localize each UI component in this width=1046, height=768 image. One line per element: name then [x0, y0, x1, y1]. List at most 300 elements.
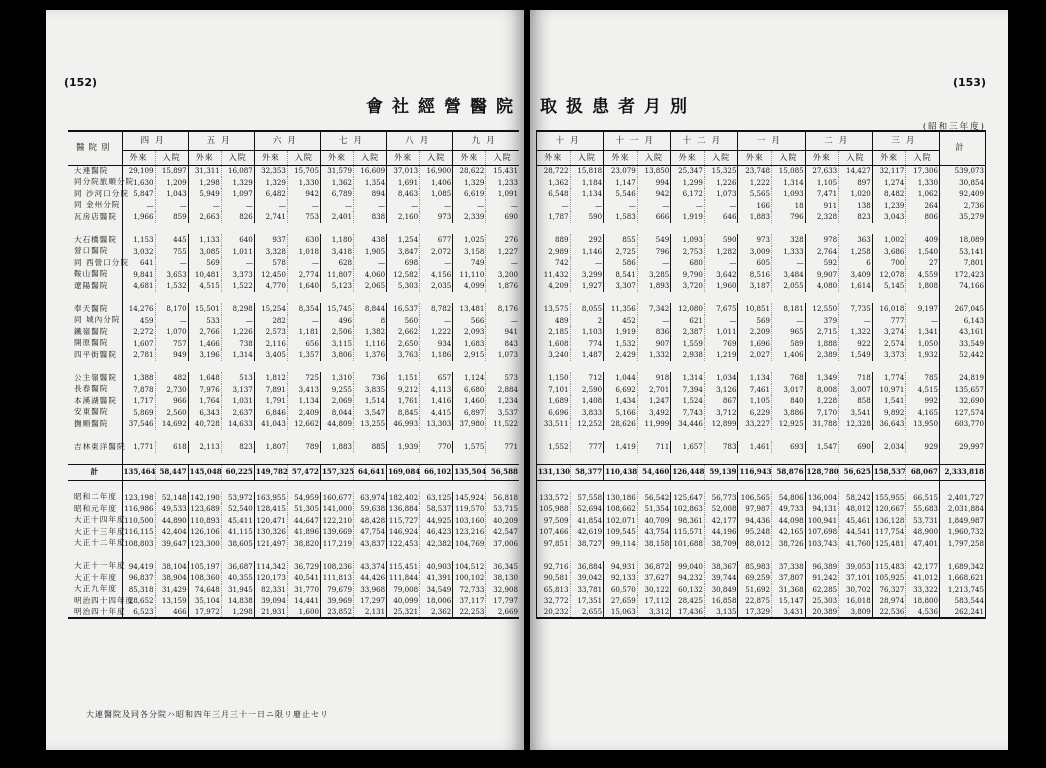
outpatient-value: 6,482	[254, 188, 287, 200]
outpatient-value: 110,438	[604, 464, 638, 480]
spacer-cell	[68, 430, 122, 442]
inpatient-value: 2,637	[221, 407, 254, 419]
inpatient-value: 1,333	[772, 246, 806, 258]
outpatient-value: 108,662	[604, 503, 638, 515]
inpatient-value: —	[637, 200, 671, 212]
outpatient-value: 155,955	[872, 492, 906, 504]
table-row	[68, 257, 519, 269]
outpatient-value: 1,888	[805, 338, 839, 350]
outpatient-value: 4,681	[122, 280, 155, 292]
outpatient-value: 136,884	[387, 503, 420, 515]
hospital-name: 奉天醫院	[68, 303, 122, 315]
inpatient-value: 56,542	[637, 492, 671, 504]
inpatient-value: 8,176	[486, 303, 519, 315]
inpatient-value: —	[772, 315, 806, 327]
inpatient-value: —	[704, 315, 738, 327]
outpatient-value: 1,254	[387, 234, 420, 246]
inpatient-value: 656	[287, 338, 320, 350]
outpatient-value: 160,677	[320, 492, 353, 504]
outpatient-value: 97,509	[537, 515, 571, 527]
month-header: 十一月	[604, 131, 671, 150]
inpatient-subheader: 入院	[772, 150, 806, 165]
inpatient-value: 769	[704, 338, 738, 350]
hospital-name: 安東醫院	[68, 407, 122, 419]
outpatient-value: 1,541	[872, 395, 906, 407]
outpatient-value: 10,481	[188, 269, 221, 281]
inpatient-value: —	[221, 200, 254, 212]
table-row	[537, 303, 986, 315]
inpatient-value: 3,484	[772, 269, 806, 281]
inpatient-value: 2,560	[155, 407, 188, 419]
outpatient-value: 3,196	[188, 349, 221, 361]
month-header: 四月	[122, 131, 188, 150]
inpatient-value: 942	[287, 188, 320, 200]
inpatient-value: 3,200	[486, 269, 519, 281]
inpatient-value: 965	[772, 326, 806, 338]
inpatient-value: 1,382	[354, 326, 387, 338]
outpatient-value: 566	[453, 315, 486, 327]
hospital-name: 同分院旅順分院	[68, 177, 122, 189]
outpatient-value: 23,852	[320, 607, 353, 619]
inpatient-value: 44,196	[704, 526, 738, 538]
inpatient-value: 1,357	[287, 349, 320, 361]
inpatient-value: 796	[637, 246, 671, 258]
inpatient-value: 41,012	[906, 572, 940, 584]
outpatient-value: 29,109	[122, 165, 155, 177]
inpatient-value: 8,181	[772, 303, 806, 315]
table-row	[68, 595, 519, 607]
table-row	[537, 538, 986, 550]
inpatient-value: 17,297	[354, 595, 387, 607]
outpatient-value: 2,915	[453, 349, 486, 361]
annual-total-value: 2,401,727	[940, 492, 986, 504]
table-row	[68, 526, 519, 538]
outpatient-value: 46,993	[387, 418, 420, 430]
table-row	[68, 572, 519, 584]
outpatient-value: 11,356	[604, 303, 638, 315]
inpatient-value: 725	[287, 372, 320, 384]
inpatient-value: —	[772, 257, 806, 269]
inpatient-value: 1,062	[906, 188, 940, 200]
outpatient-value: 7,394	[671, 384, 705, 396]
inpatient-value: 1,416	[420, 395, 453, 407]
outpatient-value: 680	[671, 257, 705, 269]
outpatient-value: 5,546	[604, 188, 638, 200]
hospital-name: 同 城內分院	[68, 315, 122, 327]
outpatient-value: 35,104	[188, 595, 221, 607]
outpatient-value: 169,084	[387, 464, 420, 480]
outpatient-value: —	[188, 200, 221, 212]
outpatient-value: 123,198	[122, 492, 155, 504]
inpatient-value: 2,072	[420, 246, 453, 258]
outpatient-value: 5,303	[387, 280, 420, 292]
outpatient-value: 5,949	[188, 188, 221, 200]
inpatient-value: —	[906, 315, 940, 327]
spacer-cell	[122, 549, 519, 561]
outpatient-value: 108,803	[122, 538, 155, 550]
inpatient-value: 1,134	[570, 188, 604, 200]
inpatient-value: 57,558	[570, 492, 604, 504]
inpatient-value: 1,018	[287, 246, 320, 258]
table-row	[68, 384, 519, 396]
inpatient-value: 54,806	[772, 492, 806, 504]
inpatient-value: 3,537	[486, 407, 519, 419]
table-row	[537, 234, 986, 246]
inpatient-value: 445	[155, 234, 188, 246]
outpatient-value: 3,763	[387, 349, 420, 361]
inpatient-value: 37,807	[772, 572, 806, 584]
table-row	[68, 188, 519, 200]
outpatient-value: 1,683	[453, 338, 486, 350]
inpatient-value: 48,012	[839, 503, 873, 515]
spacer-row	[68, 453, 519, 465]
inpatient-value: 30,122	[637, 584, 671, 596]
outpatient-value: 85,318	[122, 584, 155, 596]
outpatient-value: 13,481	[453, 303, 486, 315]
outpatient-value: 98,361	[671, 515, 705, 527]
inpatient-value: 44,541	[839, 526, 873, 538]
outpatient-value: 100,941	[805, 515, 839, 527]
inpatient-value: 1,011	[221, 246, 254, 258]
outpatient-value: 6,680	[453, 384, 486, 396]
inpatient-value: —	[420, 257, 453, 269]
inpatient-value: 13,950	[906, 418, 940, 430]
inpatient-value: 38,904	[155, 572, 188, 584]
outpatient-value: 1,689	[537, 395, 571, 407]
spacer-row	[68, 430, 519, 442]
outpatient-value: 5,847	[122, 188, 155, 200]
outpatient-value: 1,524	[671, 395, 705, 407]
inpatient-value: 3,299	[570, 269, 604, 281]
outpatient-value: 1,812	[254, 372, 287, 384]
inpatient-value: 482	[155, 372, 188, 384]
table-row	[537, 561, 986, 573]
outpatient-value: 6,172	[671, 188, 705, 200]
outpatient-value: 94,131	[805, 503, 839, 515]
inpatient-value: 513	[221, 372, 254, 384]
outpatient-value: 2,506	[320, 326, 353, 338]
annual-total-value: 18,089	[940, 234, 986, 246]
inpatient-value: 4,559	[906, 269, 940, 281]
outpatient-value: 145,924	[453, 492, 486, 504]
inpatient-value: 3,642	[704, 269, 738, 281]
table-row	[68, 246, 519, 258]
outpatient-value: 742	[537, 257, 571, 269]
outpatient-value: 2,989	[537, 246, 571, 258]
outpatient-value: 111,844	[387, 572, 420, 584]
hospital-name: 昭和元年度	[68, 503, 122, 515]
inpatient-value: 34,549	[420, 584, 453, 596]
outpatient-subheader: 外來	[604, 150, 638, 165]
outpatient-value: 1,919	[671, 211, 705, 223]
table-row	[68, 338, 519, 350]
table-row	[537, 492, 986, 504]
inpatient-value: 994	[637, 177, 671, 189]
inpatient-subheader: 入院	[906, 150, 940, 165]
spacer-row	[68, 549, 519, 561]
hospital-name: 明治四十四年度	[68, 595, 122, 607]
table-row	[537, 441, 986, 453]
outpatient-value: 120,173	[254, 572, 287, 584]
outpatient-value: 106,565	[738, 492, 772, 504]
outpatient-value: 82,331	[254, 584, 287, 596]
spacer-cell	[68, 292, 122, 304]
inpatient-value: 57,472	[287, 464, 320, 480]
hospital-name: 公主嶺醫院	[68, 372, 122, 384]
spacer-cell	[537, 549, 940, 561]
inpatient-value: 39,053	[839, 561, 873, 573]
outpatient-value: 586	[604, 257, 638, 269]
outpatient-value: 23,748	[738, 165, 772, 177]
inpatient-value: 37,006	[486, 538, 519, 550]
outpatient-value: 978	[805, 234, 839, 246]
inpatient-value: 48,900	[906, 526, 940, 538]
outpatient-value: 1,025	[453, 234, 486, 246]
inpatient-value: 59,638	[354, 503, 387, 515]
spacer-cell	[940, 453, 986, 465]
inpatient-value: 17,112	[637, 595, 671, 607]
inpatient-value: 36,884	[570, 561, 604, 573]
outpatient-value: 12,080	[671, 303, 705, 315]
inpatient-value: 1,258	[839, 246, 873, 258]
outpatient-value: 115,571	[671, 526, 705, 538]
inpatient-value: —	[155, 200, 188, 212]
outpatient-value: 2,339	[453, 211, 486, 223]
table-row	[68, 503, 519, 515]
outpatient-value: 105,197	[188, 561, 221, 573]
annual-total-value: 7,801	[940, 257, 986, 269]
inpatient-value: 32,908	[486, 584, 519, 596]
inpatient-value: 37,338	[772, 561, 806, 573]
table-row	[537, 269, 986, 281]
spacer-cell	[940, 361, 986, 373]
hospital-name: 開原醫院	[68, 338, 122, 350]
inpatient-value: 823	[839, 211, 873, 223]
inpatient-value: 66,102	[420, 464, 453, 480]
inpatient-value: 409	[906, 234, 940, 246]
inpatient-value: 438	[354, 234, 387, 246]
outpatient-value: 133,572	[537, 492, 571, 504]
outpatient-value: 6,696	[537, 407, 571, 419]
inpatient-value: 52,540	[221, 503, 254, 515]
outpatient-value: 40,728	[188, 418, 221, 430]
inpatient-value: 736	[354, 372, 387, 384]
inpatient-value: 42,619	[570, 526, 604, 538]
outpatient-value: 12,582	[387, 269, 420, 281]
annual-total-value: 29,997	[940, 441, 986, 453]
outpatient-value: 116,986	[122, 503, 155, 515]
inpatient-value: 894	[354, 188, 387, 200]
inpatient-value: 45,411	[221, 515, 254, 527]
spacer-cell	[940, 223, 986, 235]
inpatient-value: 1,640	[287, 280, 320, 292]
outpatient-value: 65,813	[537, 584, 571, 596]
table-row	[68, 303, 519, 315]
annual-total-value: 52,442	[940, 349, 986, 361]
inpatient-value: 64,641	[354, 464, 387, 480]
outpatient-value: 92,133	[604, 572, 638, 584]
outpatient-value: 6,523	[122, 607, 155, 619]
table-row	[68, 177, 519, 189]
inpatient-value: 1,134	[287, 395, 320, 407]
table-row	[537, 384, 986, 396]
inpatient-value: —	[839, 315, 873, 327]
inpatient-value: 33,968	[354, 584, 387, 596]
inpatient-value: 2,065	[354, 280, 387, 292]
inpatient-value: 39,042	[570, 572, 604, 584]
outpatient-value: 1,362	[320, 177, 353, 189]
outpatient-value: 25,321	[387, 607, 420, 619]
inpatient-value: 4,113	[420, 384, 453, 396]
outpatient-value: —	[254, 200, 287, 212]
inpatient-value: 43,374	[354, 561, 387, 573]
outpatient-value: 158,537	[872, 464, 906, 480]
inpatient-value: 1,332	[637, 349, 671, 361]
outpatient-value: 166	[738, 200, 772, 212]
outpatient-value: 3,032	[122, 246, 155, 258]
outpatient-value: —	[122, 200, 155, 212]
outpatient-subheader: 外來	[254, 150, 287, 165]
outpatient-value: 125,481	[872, 538, 906, 550]
inpatient-value: 37,101	[839, 572, 873, 584]
outpatient-value: 28,622	[453, 165, 486, 177]
inpatient-value: 1,103	[570, 326, 604, 338]
outpatient-value: 973	[738, 234, 772, 246]
inpatient-value: 8,354	[287, 303, 320, 315]
inpatient-value: 38,727	[570, 538, 604, 550]
table-row	[68, 280, 519, 292]
inpatient-value: 14,441	[287, 595, 320, 607]
outpatient-value: 128,415	[254, 503, 287, 515]
outpatient-value: 5,869	[122, 407, 155, 419]
outpatient-value: 96,389	[805, 561, 839, 573]
outpatient-value: 25,347	[671, 165, 705, 177]
outpatient-value: 22,536	[872, 607, 906, 619]
outpatient-value: 1,434	[604, 395, 638, 407]
inpatient-value: 44,098	[772, 515, 806, 527]
outpatient-value: 2,650	[387, 338, 420, 350]
outpatient-value: 37,117	[453, 595, 486, 607]
inpatient-value: 328	[772, 234, 806, 246]
outpatient-value: 79,008	[387, 584, 420, 596]
inpatient-value: 44,890	[155, 515, 188, 527]
outpatient-value: 11,807	[320, 269, 353, 281]
spacer-cell	[940, 549, 986, 561]
inpatient-value: 677	[420, 234, 453, 246]
outpatient-value: 12,078	[872, 269, 906, 281]
inpatient-value: 36,729	[287, 561, 320, 573]
inpatient-value: 42,404	[155, 526, 188, 538]
inpatient-value: 49,533	[155, 503, 188, 515]
inpatient-value: 1,085	[420, 188, 453, 200]
inpatient-value: 27	[906, 257, 940, 269]
annual-total-value: 74,166	[940, 280, 986, 292]
outpatient-value: 1,388	[122, 372, 155, 384]
table-row	[537, 280, 986, 292]
outpatient-value: 120,667	[872, 503, 906, 515]
inpatient-value: 8,782	[420, 303, 453, 315]
inpatient-value: 549	[637, 234, 671, 246]
inpatient-value: 11,999	[637, 418, 671, 430]
hospital-name: 大正九年度	[68, 584, 122, 596]
outpatient-value: 27,659	[604, 595, 638, 607]
inpatient-value: 13,255	[354, 418, 387, 430]
outpatient-subheader: 外來	[738, 150, 772, 165]
outpatient-value: 123,689	[188, 503, 221, 515]
inpatient-value: 753	[287, 211, 320, 223]
outpatient-subheader: 外來	[320, 150, 353, 165]
outpatient-value: 17,329	[738, 607, 772, 619]
inpatient-value: 826	[221, 211, 254, 223]
inpatient-value: 1,376	[354, 349, 387, 361]
table-row	[68, 607, 519, 619]
outpatient-value: 1,299	[671, 177, 705, 189]
inpatient-value: 58,242	[839, 492, 873, 504]
hospital-name: 吉林東洋醫院	[68, 441, 122, 453]
inpatient-value: 58,876	[772, 464, 806, 480]
inpatient-value: 58,447	[155, 464, 188, 480]
outpatient-value: 1,310	[320, 372, 353, 384]
outpatient-value: 489	[537, 315, 571, 327]
spacer-cell	[537, 292, 940, 304]
inpatient-value: 47,401	[906, 538, 940, 550]
inpatient-value: 640	[221, 234, 254, 246]
total-row	[68, 464, 519, 480]
month-header: 七月	[320, 131, 386, 150]
inpatient-subheader: 入院	[354, 150, 387, 165]
page-number-right: (153)	[952, 76, 986, 89]
hospital-name: 大連醫院	[68, 165, 122, 177]
outpatient-value: 4,099	[453, 280, 486, 292]
outpatient-value: 94,436	[738, 515, 772, 527]
fiscal-year-label: (昭和三年度)	[922, 122, 986, 132]
inpatient-value: 1,341	[906, 326, 940, 338]
inpatient-value: 38,104	[155, 561, 188, 573]
inpatient-subheader: 入院	[704, 150, 738, 165]
inpatient-value: 53,715	[486, 503, 519, 515]
outpatient-value: 95,248	[738, 526, 772, 538]
outpatient-value: 120,471	[254, 515, 287, 527]
outpatient-value: 116,115	[122, 526, 155, 538]
left-page	[46, 10, 524, 750]
outpatient-value: 88,012	[738, 538, 772, 550]
inpatient-value: 774	[570, 338, 604, 350]
inpatient-value: 68,067	[906, 464, 940, 480]
inpatient-value: —	[570, 257, 604, 269]
outpatient-value: 135,504	[453, 464, 486, 480]
outpatient-value: 1,460	[453, 395, 486, 407]
inpatient-value: 44,426	[354, 572, 387, 584]
outpatient-value: 578	[254, 257, 287, 269]
month-header: 五月	[188, 131, 254, 150]
outpatient-value: 11,110	[453, 269, 486, 281]
outpatient-subheader: 外來	[671, 150, 705, 165]
inpatient-value: 39,744	[704, 572, 738, 584]
outpatient-value: 8,541	[604, 269, 638, 281]
outpatient-value: 5,123	[320, 280, 353, 292]
outpatient-value: 32,772	[537, 595, 571, 607]
inpatient-value: 1,146	[570, 246, 604, 258]
outpatient-value: 4,209	[537, 280, 571, 292]
inpatient-value: 1,600	[287, 607, 320, 619]
inpatient-value: 1,050	[906, 338, 940, 350]
table-row	[68, 441, 519, 453]
outpatient-value: 2,387	[671, 326, 705, 338]
outpatient-value: 39,094	[254, 595, 287, 607]
outpatient-value: 31,788	[805, 418, 839, 430]
outpatient-value: 110,893	[188, 515, 221, 527]
inpatient-value: 922	[839, 338, 873, 350]
